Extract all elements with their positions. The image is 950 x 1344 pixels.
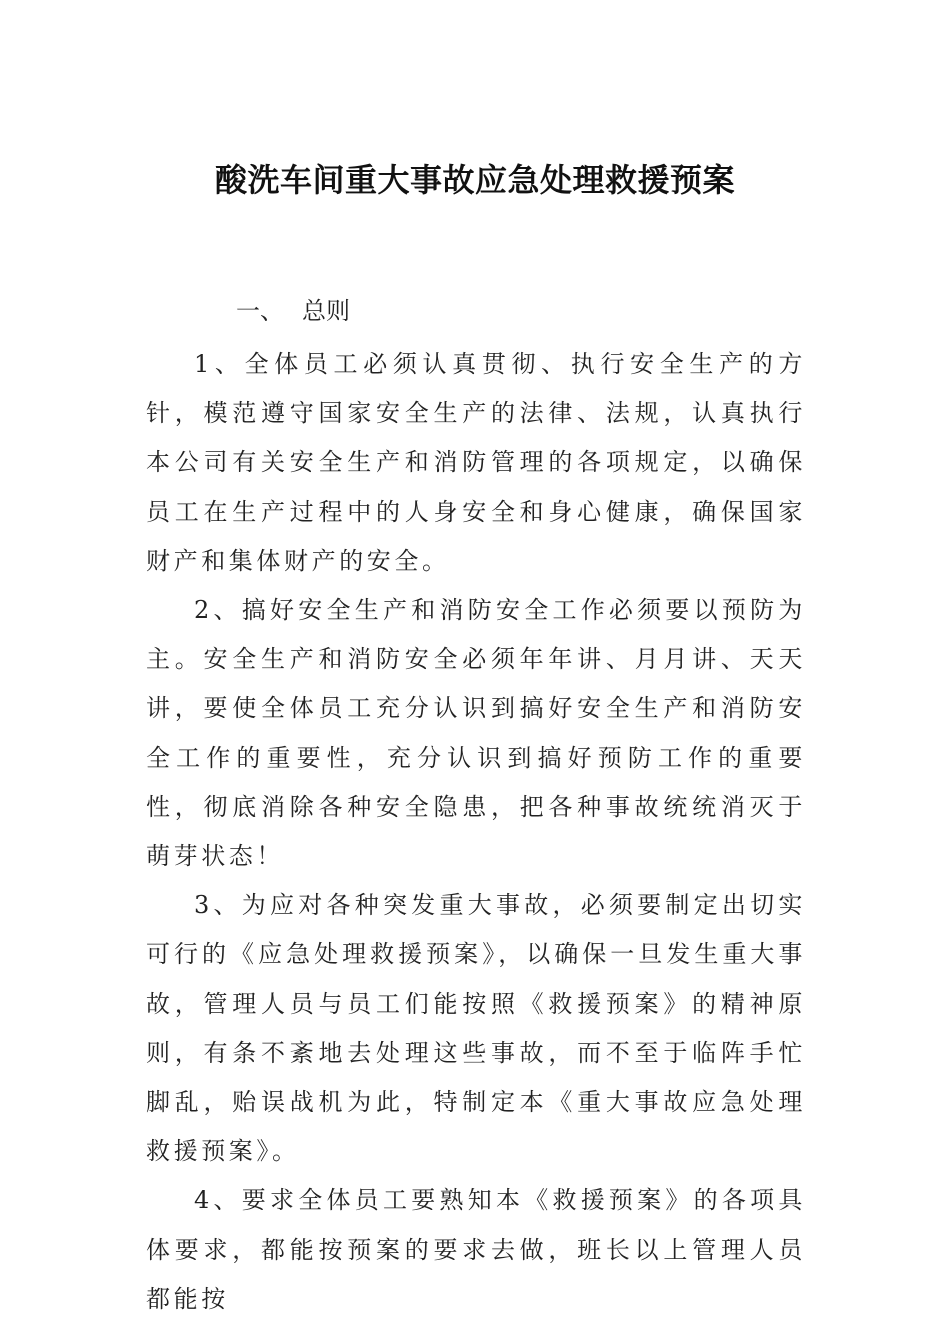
paragraph-2: 2、搞好安全生产和消防安全工作必须要以预防为主。安全生产和消防安全必须年年讲、月月讲、天天讲，要使全体员工充分认识到搞好安全生产和消防安全工作的重要性，充分认识到搞好预防工作的重要性，彻底消除各种安全隐患，把各种事故统统消灭于萌芽状态！ xyxy=(146,596,806,871)
paragraph-4: 4、要求全体员工要熟知本《救援预案》的各项具体要求，都能按预案的要求去做，班长以上管理人员都能按 xyxy=(146,1186,806,1313)
section-heading xyxy=(236,294,350,328)
document-body xyxy=(146,340,806,1324)
paragraph-3: 3、为应对各种突发重大事故，必须要制定出切实可行的《应急处理救援预案》，以确保一旦发生重大事故，管理人员与员工们能按照《救援预案》的精神原则，有条不紊地去处理这些事故，而不至于临阵手忙脚乱，贻误战机为此，特制定本《重大事故应急处理救援预案》。 xyxy=(146,891,806,1166)
section-title: 总则 xyxy=(302,297,350,325)
document-title: 酸洗车间重大事故应急处理救援预案 xyxy=(214,161,735,199)
paragraph-1: 1、全体员工必须认真贯彻、执行安全生产的方针，模范遵守国家安全生产的法律、法规，认真执行本公司有关安全生产和消防管理的各项规定，以确保员工在生产过程中的人身安全和身心健康，确保国家财产和集体财产的安全。 xyxy=(146,350,806,575)
section-number: 一、 xyxy=(236,297,284,325)
